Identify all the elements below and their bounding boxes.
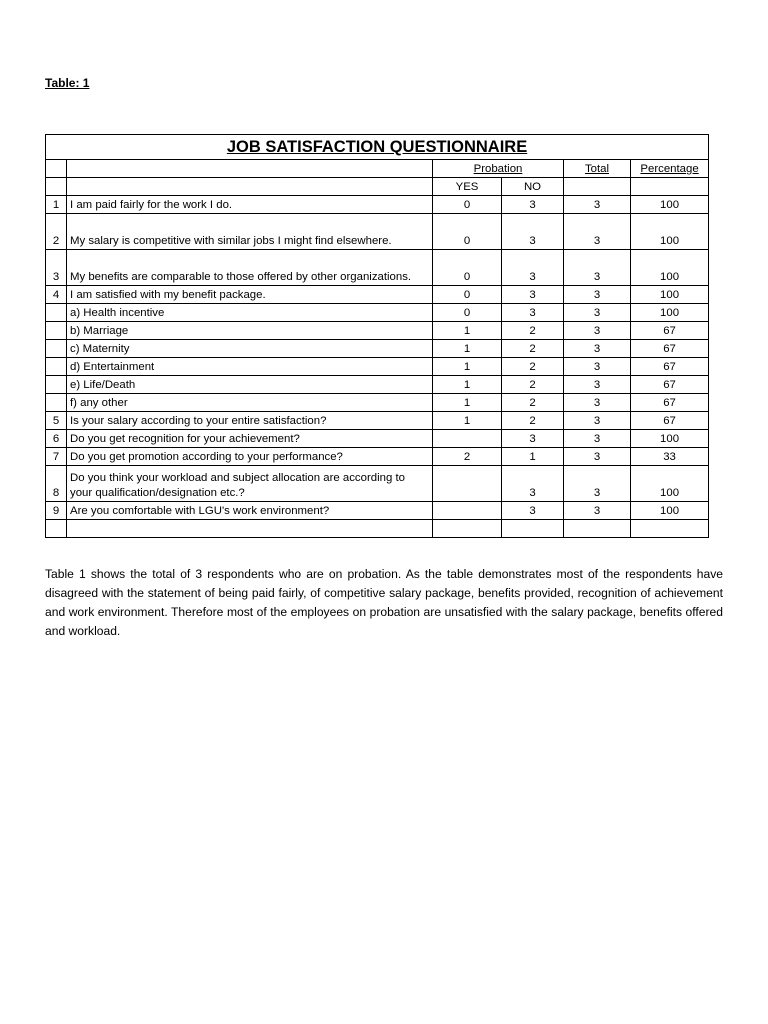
total-count: 3 (564, 412, 631, 430)
row-statement: Do you get promotion according to your performance? (67, 448, 433, 466)
no-count: 2 (502, 394, 564, 412)
row-number (46, 340, 67, 358)
row-statement: f) any other (67, 394, 433, 412)
percentage-value: 100 (631, 286, 709, 304)
row-statement: Do you get recognition for your achievement? (67, 430, 433, 448)
empty-cell (631, 520, 709, 538)
yes-header: YES (433, 178, 502, 196)
row-statement: Is your salary according to your entire satisfaction? (67, 412, 433, 430)
row-number (46, 304, 67, 322)
table-title: JOB SATISFACTION QUESTIONNAIRE (46, 135, 709, 160)
total-count: 3 (564, 358, 631, 376)
empty-cell (564, 178, 631, 196)
yes-count: 1 (433, 358, 502, 376)
yes-count: 1 (433, 322, 502, 340)
table-label: Table: 1 (45, 76, 90, 90)
row-number: 9 (46, 502, 67, 520)
row-number (46, 394, 67, 412)
table-row (46, 412, 709, 430)
percentage-value: 67 (631, 394, 709, 412)
row-statement: My salary is competitive with similar jobs I might find elsewhere. (67, 214, 433, 250)
table-row (46, 250, 709, 286)
total-count: 3 (564, 430, 631, 448)
row-statement: d) Entertainment (67, 358, 433, 376)
row-statement: Are you comfortable with LGU's work environment? (67, 502, 433, 520)
total-count: 3 (564, 322, 631, 340)
no-count: 2 (502, 358, 564, 376)
table-row (46, 502, 709, 520)
row-statement: a) Health incentive (67, 304, 433, 322)
percentage-value: 67 (631, 322, 709, 340)
table-row (46, 322, 709, 340)
table-row (46, 448, 709, 466)
yes-count: 1 (433, 376, 502, 394)
yes-count (433, 466, 502, 502)
row-statement: My benefits are comparable to those offered by other organizations. (67, 250, 433, 286)
no-count: 3 (502, 286, 564, 304)
row-number (46, 322, 67, 340)
yes-count: 1 (433, 394, 502, 412)
empty-row (46, 520, 709, 538)
table-row (46, 394, 709, 412)
total-count: 3 (564, 376, 631, 394)
row-number: 2 (46, 214, 67, 250)
total-count: 3 (564, 466, 631, 502)
row-number: 1 (46, 196, 67, 214)
yes-count: 1 (433, 412, 502, 430)
row-number: 6 (46, 430, 67, 448)
row-number: 4 (46, 286, 67, 304)
percentage-value: 100 (631, 214, 709, 250)
row-number: 7 (46, 448, 67, 466)
percentage-value: 100 (631, 196, 709, 214)
yes-count: 0 (433, 214, 502, 250)
empty-cell (67, 178, 433, 196)
no-count: 3 (502, 250, 564, 286)
probation-header: Probation (433, 160, 564, 178)
row-statement: I am satisfied with my benefit package. (67, 286, 433, 304)
yes-count: 2 (433, 448, 502, 466)
row-number: 5 (46, 412, 67, 430)
total-count: 3 (564, 250, 631, 286)
row-statement: I am paid fairly for the work I do. (67, 196, 433, 214)
total-count: 3 (564, 502, 631, 520)
total-count: 3 (564, 448, 631, 466)
percentage-value: 67 (631, 376, 709, 394)
row-statement: c) Maternity (67, 340, 433, 358)
table-row (46, 304, 709, 322)
row-number: 8 (46, 466, 67, 502)
empty-cell (564, 520, 631, 538)
empty-cell (46, 520, 67, 538)
table-row (46, 286, 709, 304)
table-row (46, 340, 709, 358)
no-count: 3 (502, 430, 564, 448)
no-count: 2 (502, 376, 564, 394)
total-header: Total (564, 160, 631, 178)
no-header: NO (502, 178, 564, 196)
no-count: 3 (502, 466, 564, 502)
no-count: 3 (502, 196, 564, 214)
percentage-value: 100 (631, 430, 709, 448)
yes-count (433, 430, 502, 448)
row-number (46, 376, 67, 394)
table-row (46, 376, 709, 394)
empty-cell (67, 160, 433, 178)
yes-count: 1 (433, 340, 502, 358)
total-count: 3 (564, 394, 631, 412)
percentage-value: 67 (631, 358, 709, 376)
no-count: 2 (502, 412, 564, 430)
row-number (46, 358, 67, 376)
row-number: 3 (46, 250, 67, 286)
no-count: 1 (502, 448, 564, 466)
percentage-value: 100 (631, 304, 709, 322)
yes-count: 0 (433, 250, 502, 286)
empty-cell (46, 160, 67, 178)
total-count: 3 (564, 214, 631, 250)
table-row (46, 196, 709, 214)
percentage-value: 67 (631, 340, 709, 358)
yes-count: 0 (433, 286, 502, 304)
percentage-header: Percentage (631, 160, 709, 178)
percentage-value: 100 (631, 250, 709, 286)
table-row (46, 466, 709, 502)
table-row (46, 358, 709, 376)
total-count: 3 (564, 286, 631, 304)
total-count: 3 (564, 340, 631, 358)
empty-cell (502, 520, 564, 538)
table-row (46, 214, 709, 250)
no-count: 2 (502, 322, 564, 340)
no-count: 2 (502, 340, 564, 358)
percentage-value: 67 (631, 412, 709, 430)
percentage-value: 100 (631, 502, 709, 520)
no-count: 3 (502, 304, 564, 322)
yes-count: 0 (433, 304, 502, 322)
empty-cell (631, 178, 709, 196)
empty-cell (67, 520, 433, 538)
percentage-value: 33 (631, 448, 709, 466)
yes-count: 0 (433, 196, 502, 214)
yes-count (433, 502, 502, 520)
total-count: 3 (564, 196, 631, 214)
no-count: 3 (502, 502, 564, 520)
total-count: 3 (564, 304, 631, 322)
summary-paragraph: Table 1 shows the total of 3 respondents who are on probation. As the table demonstrates most of the respondents have disagreed with the statement of being paid fairly, of competitive salary package, benefits provided, recognition of achievement and work environment. Therefore most of the employees on probation are unsatisfied with the salary package, benefits offered and workload. (45, 567, 723, 638)
row-statement: e) Life/Death (67, 376, 433, 394)
row-statement: b) Marriage (67, 322, 433, 340)
empty-cell (433, 520, 502, 538)
empty-cell (46, 178, 67, 196)
no-count: 3 (502, 214, 564, 250)
row-statement: Do you think your workload and subject allocation are according to your qualification/designation etc.? (67, 466, 433, 502)
table-row (46, 430, 709, 448)
percentage-value: 100 (631, 466, 709, 502)
questionnaire-table (45, 134, 709, 538)
